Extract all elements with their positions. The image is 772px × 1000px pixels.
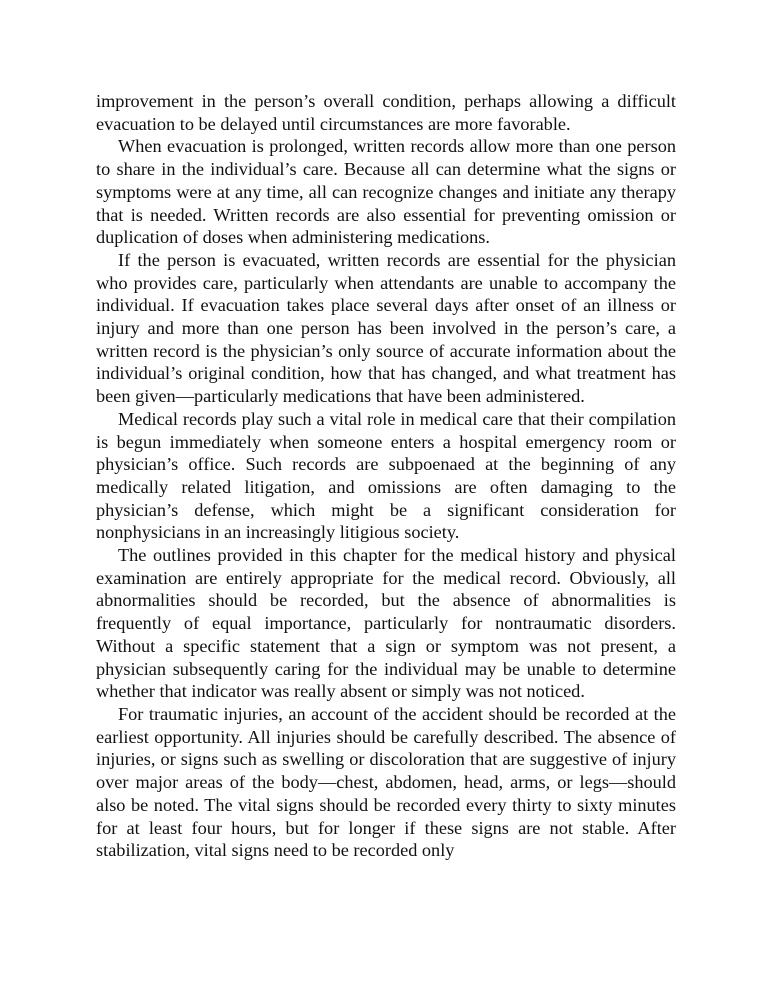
- paragraph-evacuated-person: If the person is evacuated, written records are essential for the physician who provides care, particularly when attendants are unable to accompany the individual. If evacuation takes place several days after onset of an illness or injury and more than one person has been involved in the person’s care, a written record is the physician’s only source of accurate information about the individual’s original condition, how that has changed, and what treatment has been given—particularly medications that have been administered.: [96, 249, 676, 407]
- paragraph-outlines: The outlines provided in this chapter for the medical history and physical examination are entirely appropriate for the medical record. Obviously, all abnormalities should be recorded, but the absence of abnormalities is frequently of equal importance, particularly for nontraumatic disorders. Without a specific statement that a sign or symptom was not present, a physician subsequently caring for the individual may be unable to determine whether that indicator was really absent or simply was not noticed.: [96, 545, 676, 702]
- paragraph-prolonged-evacuation: When evacuation is prolonged, written records allow more than one person to share in the individual’s care. Because all can determine what the signs or symptoms were at any time, all can recognize changes and initiate any therapy that is needed. Written records are also essential for preventing omission or duplication of doses when administering medications.: [96, 136, 676, 248]
- paragraph-continued: improvement in the person’s overall condition, perhaps allowing a difficult evacuation to be delayed until circumstances are more favorable.: [96, 91, 676, 134]
- body-text: [96, 90, 676, 862]
- paragraph-medical-records-role: Medical records play such a vital role in medical care that their compilation is begun immediately when someone enters a hospital emergency room or physician’s office. Such records are subpoenaed at the beginning of any medically related litigation, and omissions are often damaging to the physician’s defense, which might be a significant consideration for nonphysicians in an increasingly litigious society.: [96, 408, 676, 543]
- paragraph-traumatic-injuries: For traumatic injuries, an account of the accident should be recorded at the earliest opportunity. All injuries should be carefully described. The absence of injuries, or signs such as swelling or discoloration that are suggestive of injury over major areas of the body—chest, abdomen, head, arms, or legs—should also be noted. The vital signs should be recorded every thirty to sixty minutes for at least four hours, but for longer if these signs are not stable. After stabilization, vital signs need to be recorded only: [96, 703, 676, 861]
